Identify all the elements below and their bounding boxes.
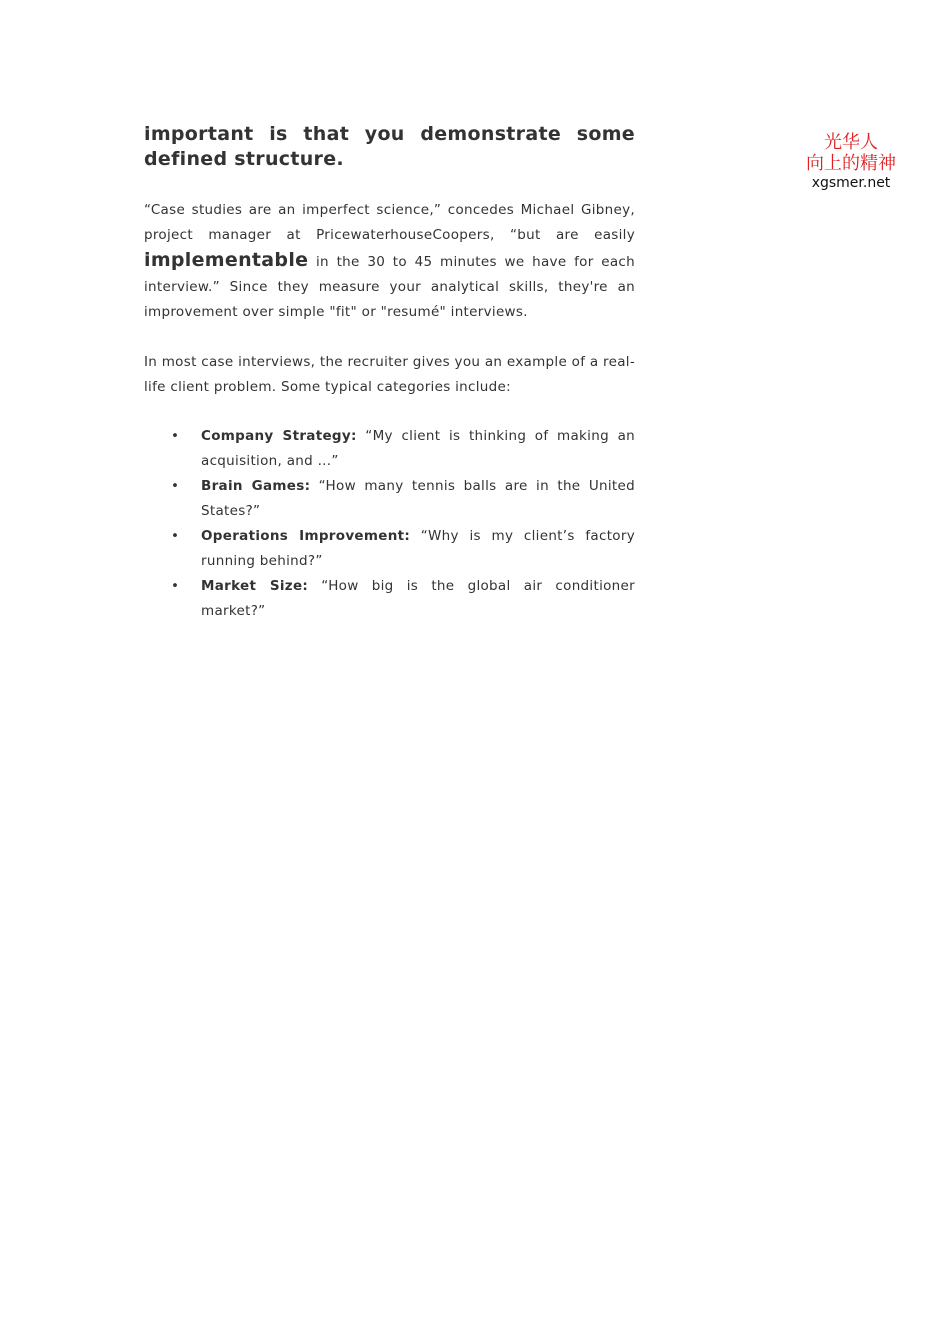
- emphasized-word: implementable: [144, 249, 309, 271]
- section-heading: important is that you demonstrate some defined structure.: [144, 123, 635, 170]
- watermark-line-2: 向上的精神: [806, 153, 896, 174]
- category-example: “How big is the global air conditioner market?”: [201, 578, 635, 619]
- category-list: [144, 424, 635, 624]
- bullet-icon: •: [171, 428, 180, 444]
- category-term: Company Strategy:: [201, 428, 357, 444]
- intro-paragraph: In most case interviews, the recruiter gives you an example of a real-life client problem. Some typical categories include:: [144, 354, 635, 395]
- list-item: [144, 474, 635, 524]
- bullet-icon: •: [171, 528, 180, 544]
- list-item: [144, 424, 635, 474]
- watermark-url: xgsmer.net: [811, 175, 891, 191]
- quote-paragraph: [144, 198, 635, 325]
- category-example: “Why is my client’s factory running behind?”: [201, 528, 635, 569]
- document-body: [144, 122, 635, 624]
- bullet-icon: •: [171, 478, 180, 494]
- category-example: “My client is thinking of making an acquisition, and ...”: [201, 428, 635, 469]
- list-item: [144, 574, 635, 624]
- category-term: Market Size:: [201, 578, 309, 594]
- category-example: “How many tennis balls are in the United States?”: [201, 478, 635, 519]
- bullet-icon: •: [171, 578, 180, 594]
- quote-text-start: “Case studies are an imperfect science,” concedes Michael Gibney, project manager at PricewaterhouseCoopers, “but are easily: [144, 202, 635, 243]
- list-item: [144, 524, 635, 574]
- quote-text-end: in the 30 to 45 minutes we have for each interview.” Since they measure your analytical skills, they're an improvement over simple "fit" or "resumé" interviews.: [144, 254, 635, 320]
- watermark-line-1: 光华人: [824, 132, 878, 153]
- watermark: [790, 132, 912, 192]
- category-term: Brain Games:: [201, 478, 311, 494]
- category-term: Operations Improvement:: [201, 528, 411, 544]
